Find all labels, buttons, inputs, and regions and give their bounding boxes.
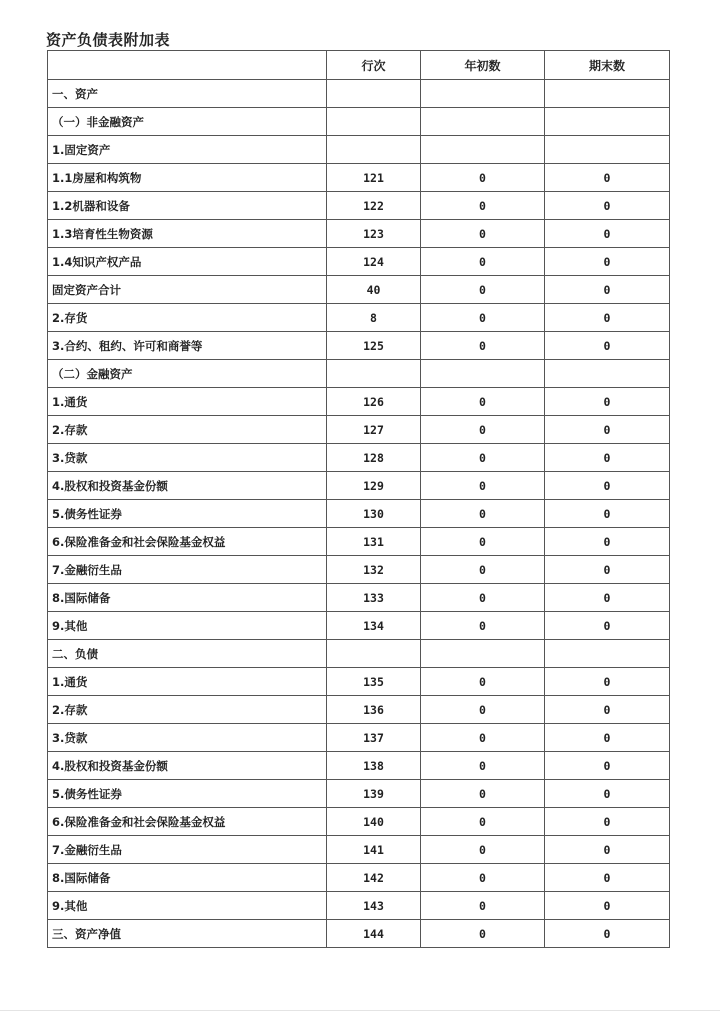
row-beginning-balance xyxy=(421,108,545,136)
row-ending-balance: 0 xyxy=(545,612,670,640)
table-row xyxy=(48,164,670,192)
row-ending-balance: 0 xyxy=(545,332,670,360)
row-item-name: 1.固定资产 xyxy=(48,136,327,164)
row-item-name: 1.通货 xyxy=(48,668,327,696)
row-ending-balance: 0 xyxy=(545,220,670,248)
row-ending-balance: 0 xyxy=(545,444,670,472)
table-row xyxy=(48,920,670,948)
table-row xyxy=(48,220,670,248)
row-beginning-balance: 0 xyxy=(421,416,545,444)
column-header-line-number: 行次 xyxy=(327,51,421,80)
row-item-name: 1.3培育性生物资源 xyxy=(48,220,327,248)
row-line-number: 144 xyxy=(327,920,421,948)
row-item-name: 7.金融衍生品 xyxy=(48,556,327,584)
row-ending-balance: 0 xyxy=(545,892,670,920)
row-item-name: （一）非金融资产 xyxy=(48,108,327,136)
table-row xyxy=(48,472,670,500)
row-ending-balance xyxy=(545,136,670,164)
row-line-number: 141 xyxy=(327,836,421,864)
table-row xyxy=(48,668,670,696)
row-line-number: 40 xyxy=(327,276,421,304)
page-edge-divider xyxy=(0,1010,720,1011)
table-row xyxy=(48,528,670,556)
row-line-number: 124 xyxy=(327,248,421,276)
table-row xyxy=(48,388,670,416)
row-line-number: 142 xyxy=(327,864,421,892)
table-row xyxy=(48,416,670,444)
row-line-number: 121 xyxy=(327,164,421,192)
row-beginning-balance: 0 xyxy=(421,556,545,584)
row-beginning-balance xyxy=(421,360,545,388)
row-item-name: 5.债务性证券 xyxy=(48,780,327,808)
row-ending-balance xyxy=(545,108,670,136)
row-item-name: 1.2机器和设备 xyxy=(48,192,327,220)
row-item-name: 8.国际储备 xyxy=(48,584,327,612)
row-line-number: 135 xyxy=(327,668,421,696)
row-beginning-balance: 0 xyxy=(421,500,545,528)
row-item-name: 2.存款 xyxy=(48,416,327,444)
row-ending-balance: 0 xyxy=(545,192,670,220)
row-ending-balance: 0 xyxy=(545,500,670,528)
table-row xyxy=(48,136,670,164)
column-header-beginning-balance: 年初数 xyxy=(421,51,545,80)
table-row xyxy=(48,192,670,220)
row-item-name: 7.金融衍生品 xyxy=(48,836,327,864)
row-ending-balance: 0 xyxy=(545,248,670,276)
row-ending-balance: 0 xyxy=(545,864,670,892)
row-item-name: 9.其他 xyxy=(48,892,327,920)
row-line-number: 128 xyxy=(327,444,421,472)
row-ending-balance: 0 xyxy=(545,584,670,612)
row-beginning-balance: 0 xyxy=(421,836,545,864)
row-line-number: 129 xyxy=(327,472,421,500)
table-row xyxy=(48,612,670,640)
row-item-name: 6.保险准备金和社会保险基金权益 xyxy=(48,808,327,836)
row-line-number xyxy=(327,80,421,108)
row-ending-balance: 0 xyxy=(545,668,670,696)
row-beginning-balance xyxy=(421,136,545,164)
table-row xyxy=(48,80,670,108)
row-ending-balance: 0 xyxy=(545,528,670,556)
row-item-name: 3.贷款 xyxy=(48,724,327,752)
table-row xyxy=(48,640,670,668)
row-beginning-balance: 0 xyxy=(421,892,545,920)
row-item-name: 1.通货 xyxy=(48,388,327,416)
row-beginning-balance xyxy=(421,640,545,668)
table-row xyxy=(48,332,670,360)
row-item-name: 3.贷款 xyxy=(48,444,327,472)
row-line-number: 132 xyxy=(327,556,421,584)
table-row xyxy=(48,724,670,752)
row-beginning-balance: 0 xyxy=(421,864,545,892)
row-beginning-balance: 0 xyxy=(421,668,545,696)
row-item-name: 1.1房屋和构筑物 xyxy=(48,164,327,192)
row-ending-balance: 0 xyxy=(545,556,670,584)
row-line-number xyxy=(327,136,421,164)
row-beginning-balance: 0 xyxy=(421,332,545,360)
row-beginning-balance: 0 xyxy=(421,164,545,192)
row-line-number: 133 xyxy=(327,584,421,612)
row-ending-balance: 0 xyxy=(545,808,670,836)
row-beginning-balance: 0 xyxy=(421,752,545,780)
row-ending-balance: 0 xyxy=(545,416,670,444)
row-item-name: 2.存货 xyxy=(48,304,327,332)
table-header-row xyxy=(48,51,670,80)
table-row xyxy=(48,276,670,304)
row-line-number: 8 xyxy=(327,304,421,332)
row-line-number: 131 xyxy=(327,528,421,556)
row-beginning-balance: 0 xyxy=(421,808,545,836)
row-beginning-balance xyxy=(421,80,545,108)
row-item-name: 4.股权和投资基金份额 xyxy=(48,472,327,500)
row-beginning-balance: 0 xyxy=(421,276,545,304)
row-ending-balance: 0 xyxy=(545,724,670,752)
row-ending-balance xyxy=(545,360,670,388)
row-beginning-balance: 0 xyxy=(421,192,545,220)
table-row xyxy=(48,444,670,472)
row-item-name: 8.国际储备 xyxy=(48,864,327,892)
row-item-name: 2.存款 xyxy=(48,696,327,724)
row-beginning-balance: 0 xyxy=(421,528,545,556)
row-item-name: 9.其他 xyxy=(48,612,327,640)
row-beginning-balance: 0 xyxy=(421,388,545,416)
row-beginning-balance: 0 xyxy=(421,584,545,612)
row-beginning-balance: 0 xyxy=(421,444,545,472)
row-beginning-balance: 0 xyxy=(421,612,545,640)
page-title: 资产负债表附加表 xyxy=(46,31,171,49)
row-beginning-balance: 0 xyxy=(421,920,545,948)
row-item-name: 4.股权和投资基金份额 xyxy=(48,752,327,780)
row-ending-balance: 0 xyxy=(545,836,670,864)
table-row xyxy=(48,304,670,332)
row-item-name: 5.债务性证券 xyxy=(48,500,327,528)
table-row xyxy=(48,696,670,724)
row-ending-balance xyxy=(545,80,670,108)
balance-sheet-supplement-table xyxy=(47,50,670,948)
table-row xyxy=(48,864,670,892)
row-ending-balance: 0 xyxy=(545,780,670,808)
row-line-number: 130 xyxy=(327,500,421,528)
row-beginning-balance: 0 xyxy=(421,248,545,276)
table-row xyxy=(48,808,670,836)
row-line-number xyxy=(327,108,421,136)
row-item-name: 一、资产 xyxy=(48,80,327,108)
row-beginning-balance: 0 xyxy=(421,724,545,752)
table-row xyxy=(48,108,670,136)
row-line-number: 140 xyxy=(327,808,421,836)
table-row xyxy=(48,584,670,612)
row-line-number xyxy=(327,640,421,668)
row-line-number: 123 xyxy=(327,220,421,248)
row-item-name: （二）金融资产 xyxy=(48,360,327,388)
row-ending-balance: 0 xyxy=(545,472,670,500)
row-ending-balance: 0 xyxy=(545,752,670,780)
row-ending-balance: 0 xyxy=(545,304,670,332)
row-line-number: 143 xyxy=(327,892,421,920)
table-row xyxy=(48,892,670,920)
row-beginning-balance: 0 xyxy=(421,220,545,248)
row-line-number: 122 xyxy=(327,192,421,220)
row-item-name: 1.4知识产权产品 xyxy=(48,248,327,276)
row-item-name: 二、负债 xyxy=(48,640,327,668)
row-ending-balance xyxy=(545,640,670,668)
table-body xyxy=(48,80,670,948)
row-line-number: 139 xyxy=(327,780,421,808)
table-row xyxy=(48,556,670,584)
row-ending-balance: 0 xyxy=(545,696,670,724)
row-line-number: 137 xyxy=(327,724,421,752)
row-line-number: 126 xyxy=(327,388,421,416)
table-row xyxy=(48,360,670,388)
row-line-number xyxy=(327,360,421,388)
table-row xyxy=(48,780,670,808)
row-ending-balance: 0 xyxy=(545,164,670,192)
table-row xyxy=(48,500,670,528)
row-line-number: 134 xyxy=(327,612,421,640)
row-item-name: 3.合约、租约、许可和商誉等 xyxy=(48,332,327,360)
row-beginning-balance: 0 xyxy=(421,472,545,500)
row-ending-balance: 0 xyxy=(545,388,670,416)
row-beginning-balance: 0 xyxy=(421,304,545,332)
row-item-name: 6.保险准备金和社会保险基金权益 xyxy=(48,528,327,556)
row-beginning-balance: 0 xyxy=(421,780,545,808)
row-line-number: 136 xyxy=(327,696,421,724)
row-line-number: 138 xyxy=(327,752,421,780)
row-item-name: 三、资产净值 xyxy=(48,920,327,948)
row-ending-balance: 0 xyxy=(545,920,670,948)
column-header-ending-balance: 期末数 xyxy=(545,51,670,80)
table-row xyxy=(48,752,670,780)
table-row xyxy=(48,836,670,864)
row-item-name: 固定资产合计 xyxy=(48,276,327,304)
row-line-number: 125 xyxy=(327,332,421,360)
row-beginning-balance: 0 xyxy=(421,696,545,724)
column-header-item xyxy=(48,51,327,80)
table-row xyxy=(48,248,670,276)
row-ending-balance: 0 xyxy=(545,276,670,304)
row-line-number: 127 xyxy=(327,416,421,444)
